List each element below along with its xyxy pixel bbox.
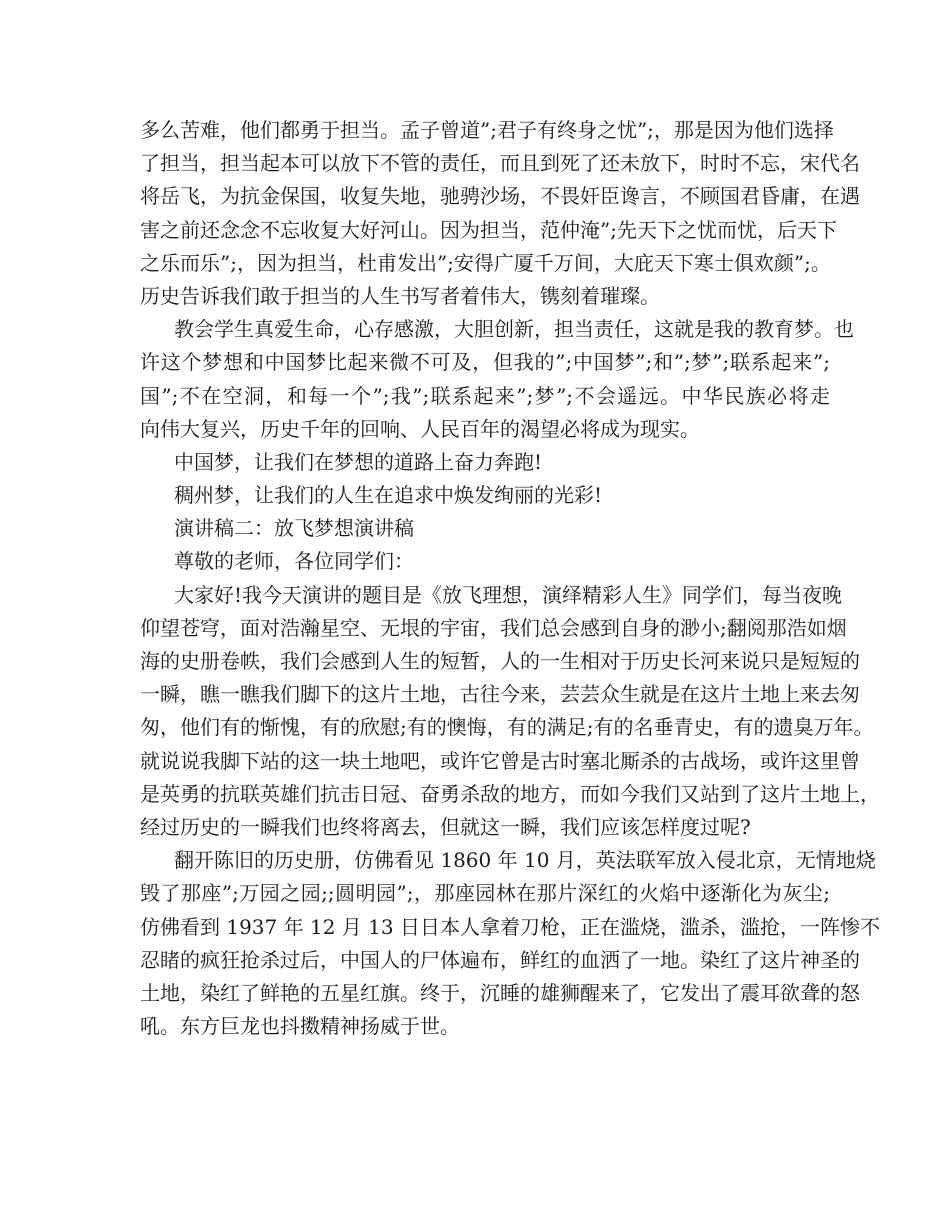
text-line: 土地，染红了鲜艳的五星红旗。终于，沉睡的雄狮醒来了，它发出了震耳欲聋的怒 bbox=[140, 980, 860, 1005]
text-line: 经过历史的一瞬我们也终将离去，但就这一瞬，我们应该怎样度过呢? bbox=[140, 814, 751, 839]
text-line: 就说说我脚下站的这一块土地吧，或许它曾是古时塞北厮杀的古战场，或许这里曾 bbox=[140, 748, 860, 773]
text-line: 将岳飞，为抗金保国，收复失地，驰骋沙场，不畏奸臣谗言，不顾国君昏庸，在遇 bbox=[140, 184, 860, 209]
text-line: 仿佛看到 1937 年 12 月 13 日日本人拿着刀枪，正在滥烧，滥杀，滥抢，一阵惨不 bbox=[140, 914, 880, 939]
text-line: 翻开陈旧的历史册，仿佛看见 1860 年 10 月，英法联军放入侵北京，无情地烧 bbox=[174, 848, 876, 873]
text-line: 国”;不在空洞，和每一个”;我”;联系起来”;梦”;不会遥远。中华民族必将走 bbox=[140, 383, 830, 408]
text-line: 匆，他们有的惭愧，有的欣慰;有的懊悔，有的满足;有的名垂青史，有的遗臭万年。 bbox=[140, 715, 874, 740]
text-line: 吼。东方巨龙也抖擞精神扬威于世。 bbox=[140, 1014, 460, 1039]
text-line: 是英勇的抗联英雄们抗击日冠、奋勇杀敌的地方，而如今我们又站到了这片土地上， bbox=[140, 781, 880, 806]
text-line: 了担当，担当起本可以放下不管的责任，而且到死了还未放下，时时不忘，宋代名 bbox=[140, 151, 860, 176]
text-line: 向伟大复兴，历史千年的回响、人民百年的渴望必将成为现实。 bbox=[140, 416, 700, 441]
text-line: 多么苦难，他们都勇于担当。孟子曾道”;君子有终身之忧”;，那是因为他们选择 bbox=[140, 118, 834, 142]
text-line: 教会学生真爱生命，心存感激，大胆创新，担当责任，这就是我的教育梦。也 bbox=[174, 317, 854, 342]
text-line: 历史告诉我们敢于担当的人生书写者着伟大，镌刻着璀璨。 bbox=[140, 283, 660, 308]
text-line: 一瞬，瞧一瞧我们脚下的这片土地，古往今来，芸芸众生就是在这片土地上来去匆 bbox=[140, 682, 860, 707]
text-line: 演讲稿二：放飞梦想演讲稿 bbox=[174, 516, 414, 541]
document-body bbox=[140, 114, 880, 1043]
text-line: 海的史册卷帙，我们会感到人生的短暂，人的一生相对于历史长河来说只是短短的 bbox=[140, 649, 860, 673]
text-line: 毁了那座”;万园之园;;圆明园”;，那座园林在那片深红的火焰中逐渐化为灰尘; bbox=[140, 881, 830, 906]
text-line: 害之前还念念不忘收复大好河山。因为担当，范仲淹”;先天下之忧而忧，后天下 bbox=[140, 217, 837, 242]
text-line: 忍睹的疯狂抢杀过后，中国人的尸体遍布，鲜红的血洒了一地。染红了这片神圣的 bbox=[140, 947, 860, 972]
text-line: 大家好!我今天演讲的题目是《放飞理想，演绎精彩人生》同学们，每当夜晚 bbox=[174, 582, 843, 607]
text-line: 之乐而乐”;，因为担当，杜甫发出”;安得广厦千万间，大庇天下寒士俱欢颜”;。 bbox=[140, 250, 831, 275]
text-line: 仰望苍穹，面对浩瀚星空、无垠的宇宙，我们总会感到自身的渺小;翻阅那浩如烟 bbox=[140, 615, 847, 640]
text-line: 稠州梦，让我们的人生在追求中焕发绚丽的光彩! bbox=[174, 483, 603, 508]
text-line: 许这个梦想和中国梦比起来微不可及，但我的”;中国梦”;和”;梦”;联系起来”; bbox=[140, 350, 830, 375]
text-line: 中国梦，让我们在梦想的道路上奋力奔跑! bbox=[174, 449, 543, 474]
text-line: 尊敬的老师，各位同学们： bbox=[174, 549, 414, 574]
